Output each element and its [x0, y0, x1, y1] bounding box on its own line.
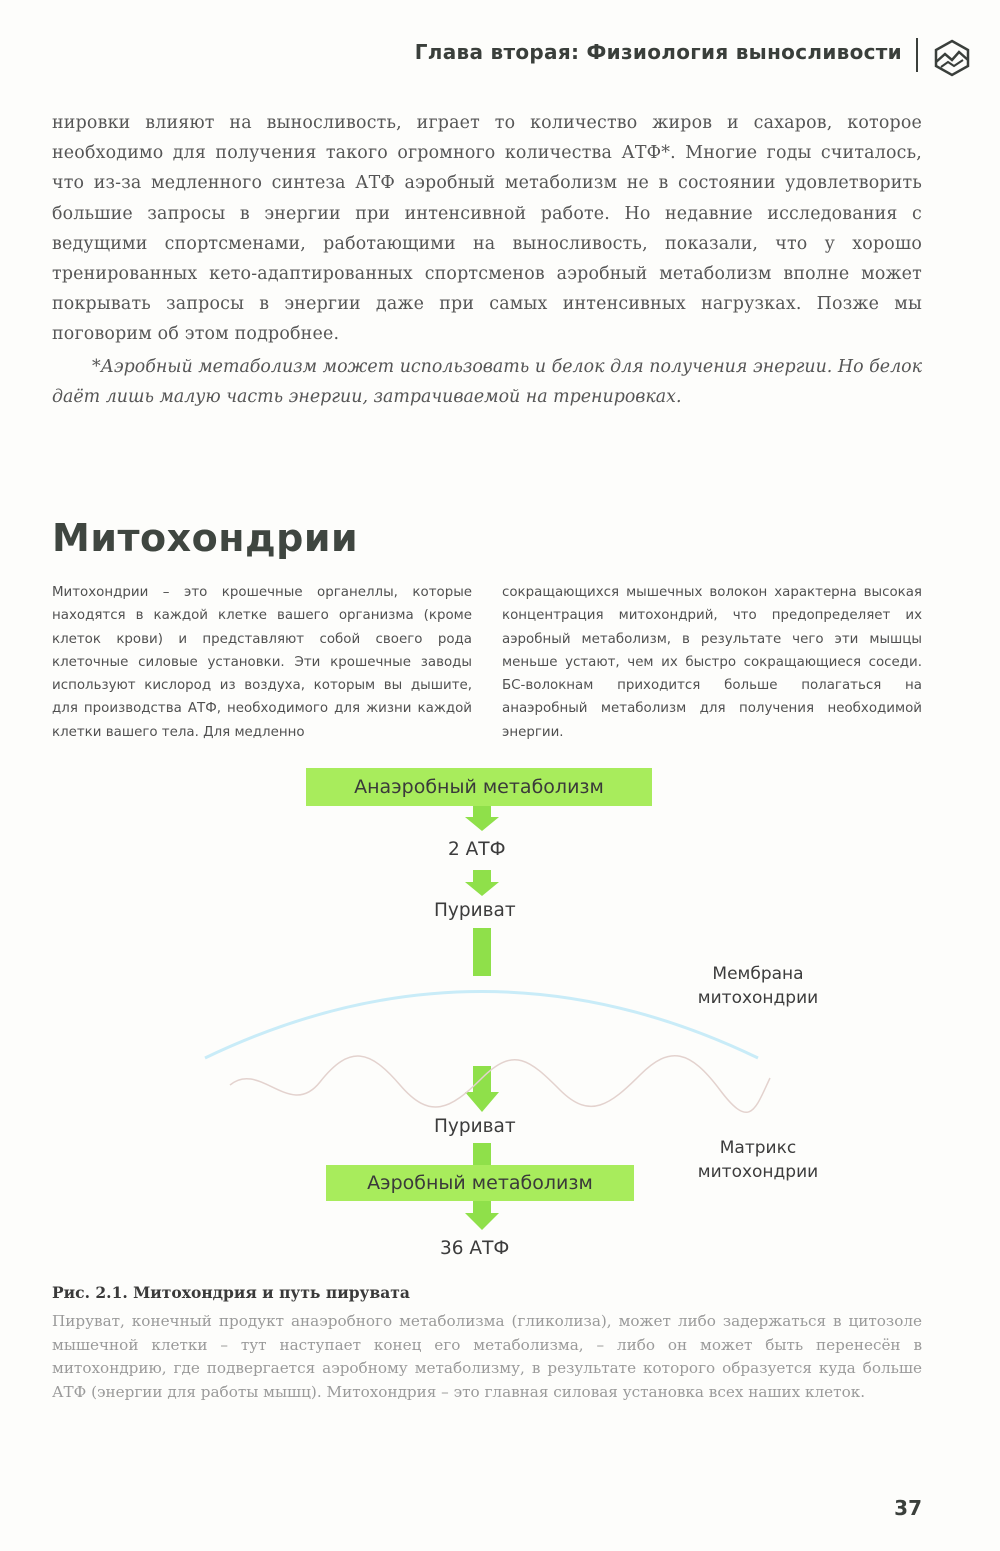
intro-paragraph: нировки влияют на выносливость, играет то количество жиров и сахаров, которое необходимо для получения такого огромного количества АТФ*. Многие годы считалось, что из-за медленного синтеза АТФ аэробный метаболизм не в состоянии удовлетворить большие запросы в энергии при интенсивной работе. Но недавние исследования с ведущими спортсменами, работающими на выносливость, показали, что у хорошо тренированных кето-адаптированных спортсменов аэробный метаболизм вполне может покрывать запросы в энергии даже при самых интенсивных нагрузках. Позже мы поговорим об этом подробнее.	[52, 113, 922, 345]
mitochondria-diagram	[190, 760, 850, 1270]
chapter-title: Глава вторая: Физиология выносливости	[414, 40, 902, 64]
matrix-label: Матрикс митохондрии	[697, 1138, 819, 1182]
arrow-shaft-4	[473, 1066, 491, 1094]
figure-caption-body: Пируват, конечный продукт анаэробного метаболизма (гликолиза), может либо задержаться в цитозоле мышечной клетки – тут наступает конец его метаболизма, – либо он может быть перенесён в митохондрию, где подвергается аэробному метаболизму, в результате которого образуется куда больше АТФ (энергии для работы мышц). Митохондрия – это главная силовая установка всех наших клеток.	[52, 1312, 922, 1401]
atp-36-label: 36 АТФ	[440, 1238, 510, 1259]
header-divider	[916, 38, 918, 72]
aerobic-metabolism-box: Аэробный метаболизм	[326, 1165, 634, 1201]
arrow-shaft-5	[473, 1143, 491, 1165]
section-column-right: сокращающихся мышечных волокон характерна высокая концентрация митохондрий, что предопределяет их аэробный метаболизм, в результате чего эти мышцы меньше устают, чем их быстро сокращающиеся соседи. БС-волокнам приходится больше полагаться на анаэробный метаболизм для получения необходимой энергии.	[502, 585, 922, 740]
anaerobic-metabolism-box: Анаэробный метаболизм	[306, 768, 652, 806]
arrow-head-4	[465, 1092, 499, 1112]
figure-caption-title: Рис. 2.1. Митохондрия и путь пирувата	[52, 1283, 410, 1302]
mountain-hexagon-icon	[932, 38, 972, 78]
membrane-label: Мембрана митохондрии	[697, 964, 819, 1008]
pyruvate-bottom-label: Пуриват	[434, 1116, 516, 1137]
section-title: Митохондрии	[52, 516, 359, 560]
section-column-left: Митохондрии – это крошечные органеллы, которые находятся в каждой клетке вашего организма (кроме клеток крови) и представляют собой своего рода клеточные силовые установки. Эти крошечные заводы используют кислород из воздуха, которым вы дышите, для производства АТФ, необходимого для жизни каждой клетки вашего тела. Для медленно	[52, 585, 472, 740]
arrow-shaft-6	[473, 1201, 491, 1215]
arrow-shaft-1	[473, 805, 491, 819]
arrow-head-2	[465, 882, 499, 896]
arrow-shaft-2	[473, 870, 491, 884]
arrow-head-6	[465, 1213, 499, 1230]
footnote: *Аэробный метаболизм может использовать и белок для получения энергии. Но белок даёт лишь малую часть энергии, затрачиваемой на тренировках.	[52, 357, 922, 408]
arrow-head-1	[465, 817, 499, 831]
page-number: 37	[894, 1496, 922, 1520]
inner-membrane	[230, 1056, 770, 1113]
arrow-shaft-3	[473, 928, 491, 976]
atp-2-label: 2 АТФ	[448, 839, 506, 860]
pyruvate-top-label: Пуриват	[434, 900, 516, 921]
